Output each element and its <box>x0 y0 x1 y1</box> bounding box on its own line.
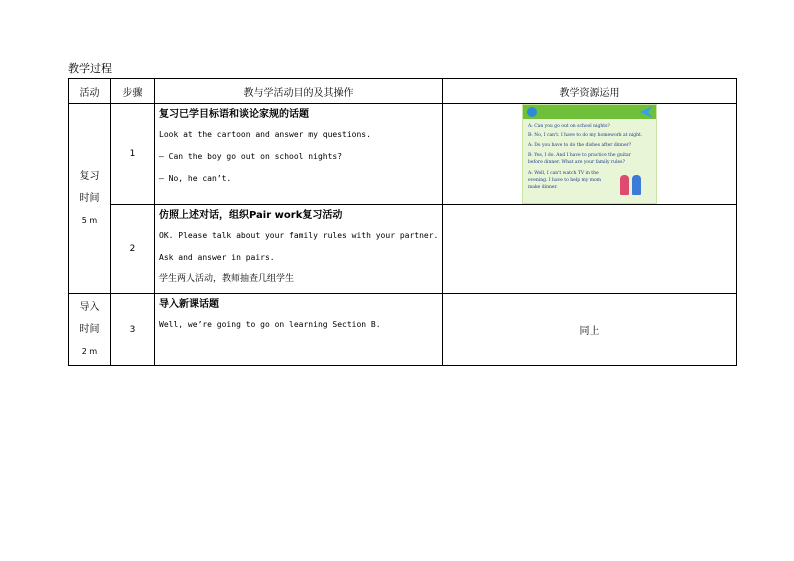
table-row <box>69 104 737 205</box>
step-note: 学生两人活动，教师抽查几组学生 <box>159 274 295 284</box>
slide-line: A: Well, I can't watch TV in the <box>528 171 599 176</box>
logo-icon <box>527 107 537 117</box>
header-operation: 教与学活动目的及其操作 <box>155 79 443 104</box>
step-content <box>155 104 443 205</box>
activity-intro <box>69 294 111 366</box>
cartoon-kids-illustration <box>620 169 646 195</box>
step-number: 2 <box>111 205 155 294</box>
slide-line: make dinner. <box>528 185 558 190</box>
step-line: OK. Please talk about your family rules with your partner. <box>159 231 439 240</box>
teaching-process-table <box>68 78 737 366</box>
resource-cell: 同上 <box>443 294 737 366</box>
step-heading: 仿照上述对话，组织Pair work复习活动 <box>159 210 343 221</box>
step-line: Ask and answer in pairs. <box>159 253 275 262</box>
cartoon-slide-image <box>522 104 657 204</box>
girl-figure <box>620 175 629 195</box>
header-step: 步骤 <box>111 79 155 104</box>
slide-line: B: Yes, I do. And I have to practice the guitar <box>528 153 631 158</box>
boy-figure <box>632 175 641 195</box>
step-number: 3 <box>111 294 155 366</box>
activity-review <box>69 104 111 294</box>
step-line: — Can the boy go out on school nights? <box>159 152 343 161</box>
step-number: 1 <box>111 104 155 205</box>
table-row <box>69 294 737 366</box>
slide-line: evening. I have to help my mom <box>528 178 602 183</box>
step-heading: 复习已学目标语和谈论家规的话题 <box>159 109 309 120</box>
resource-cell <box>443 104 737 205</box>
step-heading: 导入新课话题 <box>159 299 219 310</box>
header-activity: 活动 <box>69 79 111 104</box>
step-line: Look at the cartoon and answer my questions. <box>159 130 371 139</box>
resource-cell <box>443 205 737 294</box>
activity-time-label: 时间 <box>79 323 100 335</box>
header-resource: 教学资源运用 <box>443 79 737 104</box>
slide-line: A: Do you have to do the dishes after dinner? <box>528 143 632 148</box>
step-line: — No, he can’t. <box>159 174 232 183</box>
activity-time-label: 时间 <box>79 192 100 204</box>
activity-duration: 5 m <box>81 215 98 225</box>
activity-label: 复习 <box>79 170 100 182</box>
section-title: 教学过程 <box>68 62 112 75</box>
step-content <box>155 294 443 366</box>
slide-line: before dinner. What are your family rules? <box>528 160 625 165</box>
slide-header-bar <box>523 105 656 119</box>
table-header-row <box>69 79 737 104</box>
slide-line: B: No, I can't. I have to do my homework at night. <box>528 133 643 138</box>
activity-duration: 2 m <box>81 346 98 356</box>
table-row <box>69 205 737 294</box>
activity-label: 导入 <box>79 301 100 313</box>
slide-line: A: Can you go out on school nights? <box>528 124 610 129</box>
step-line: Well, we’re going to go on learning Section B. <box>159 320 381 329</box>
step-content <box>155 205 443 294</box>
